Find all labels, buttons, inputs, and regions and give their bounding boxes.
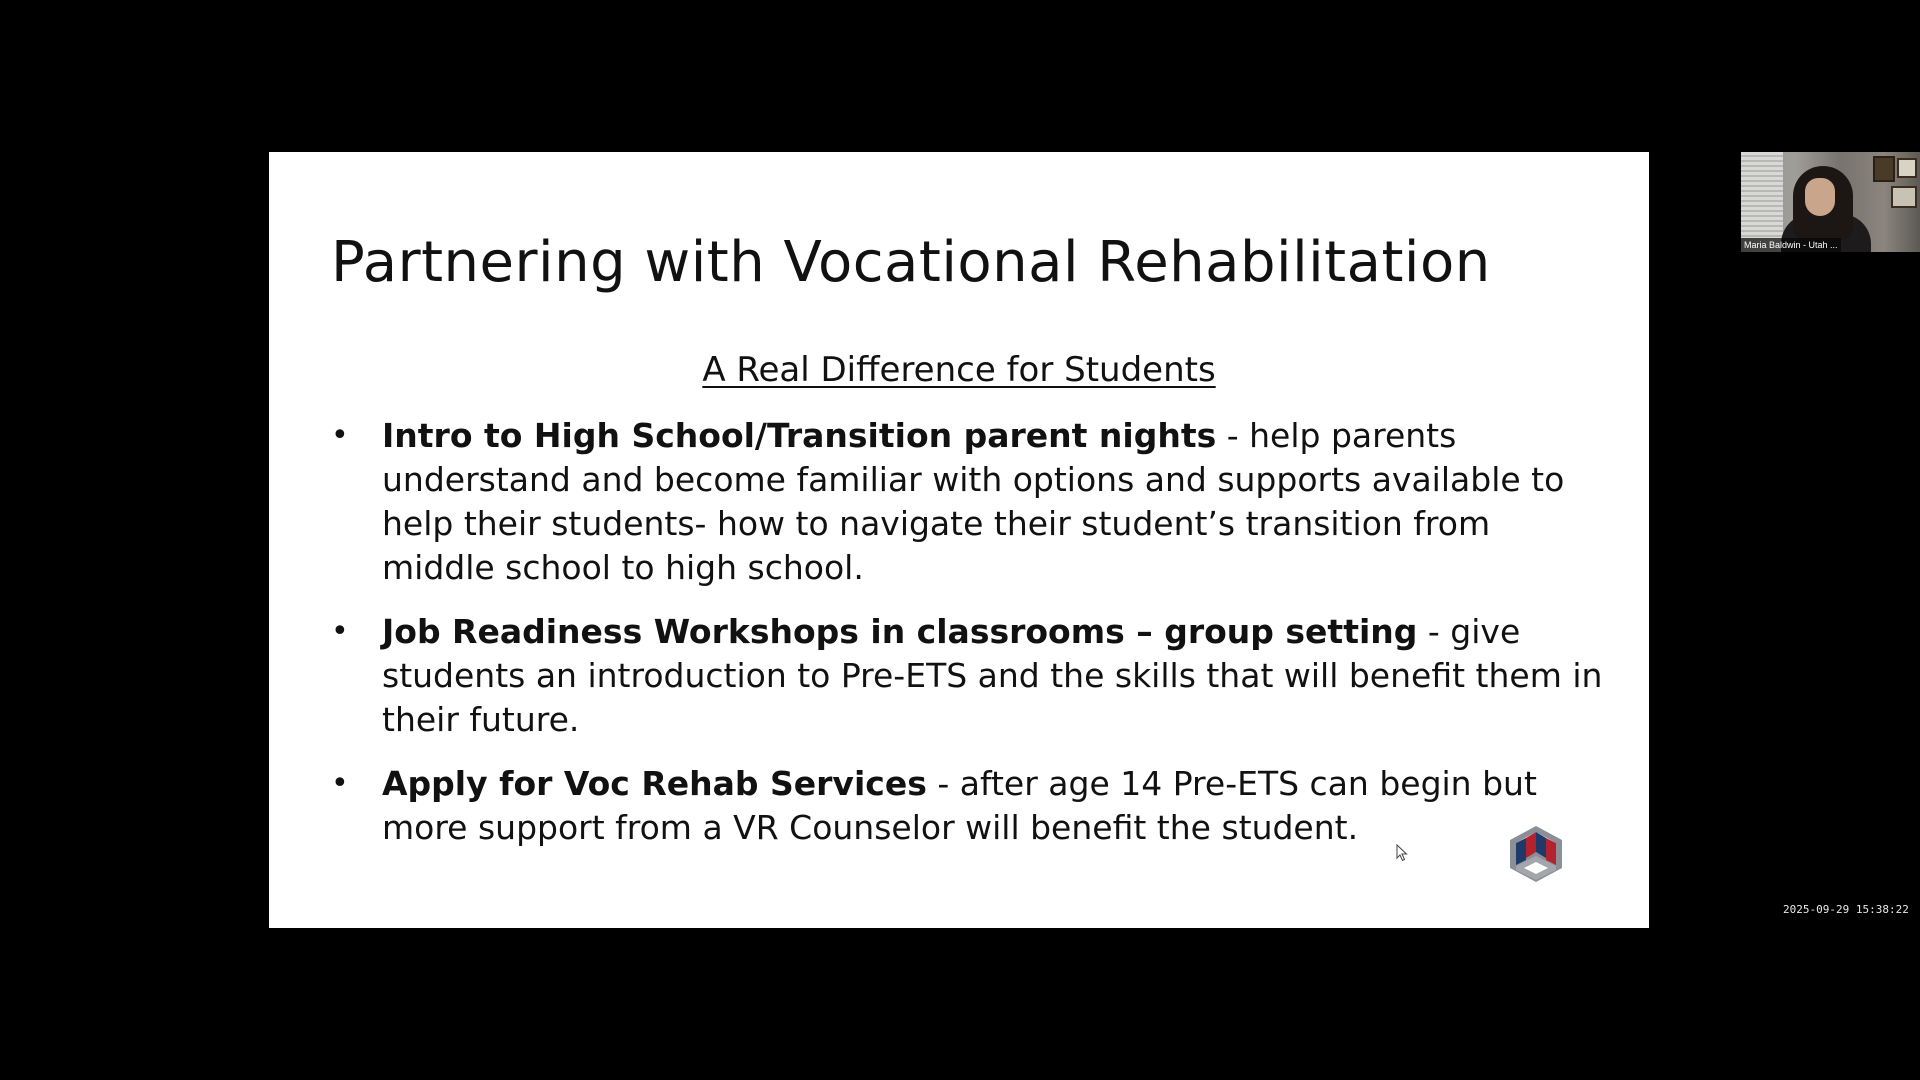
bullet-item — [331, 610, 1611, 742]
bullet-heading: Intro to High School/Transition parent nights — [382, 416, 1217, 455]
bullet-heading: Apply for Voc Rehab Services — [382, 764, 927, 803]
bullet-list — [331, 414, 1611, 870]
video-wall-frame — [1891, 186, 1917, 208]
bullet-text: - after age 14 Pre-ETS can begin but more support from a VR Counselor will benefit the student. — [382, 764, 1537, 847]
video-wall-frame — [1873, 156, 1895, 182]
bullet-dot-icon: • — [331, 766, 349, 801]
bullet-item — [331, 414, 1611, 590]
recording-timestamp: 2025-09-29 15:38:22 — [1783, 903, 1909, 916]
video-window-blinds — [1741, 152, 1783, 238]
bullet-text: - help parents understand and become familiar with options and supports available to help their students- how to navigate their student’s transition from middle school to high school. — [382, 416, 1565, 587]
bullet-heading: Job Readiness Workshops in classrooms – group setting — [382, 612, 1418, 651]
slide-title: Partnering with Vocational Rehabilitation — [331, 230, 1491, 295]
presentation-slide — [269, 152, 1649, 928]
mouse-cursor-icon — [1396, 844, 1408, 862]
bullet-item — [331, 762, 1611, 850]
participant-video-tile[interactable] — [1741, 152, 1920, 252]
participant-name-label: Maria Baldwin - Utah ... — [1741, 238, 1841, 252]
video-participant-face — [1805, 178, 1835, 216]
video-wall-frame — [1897, 158, 1917, 178]
bullet-dot-icon: • — [331, 418, 349, 453]
slide-subtitle: A Real Difference for Students — [702, 350, 1216, 390]
utah-state-board-logo-icon — [1504, 822, 1568, 886]
bullet-dot-icon: • — [331, 614, 349, 649]
bullet-text: - give students an introduction to Pre-ETS and the skills that will benefit them in their future. — [382, 612, 1603, 739]
